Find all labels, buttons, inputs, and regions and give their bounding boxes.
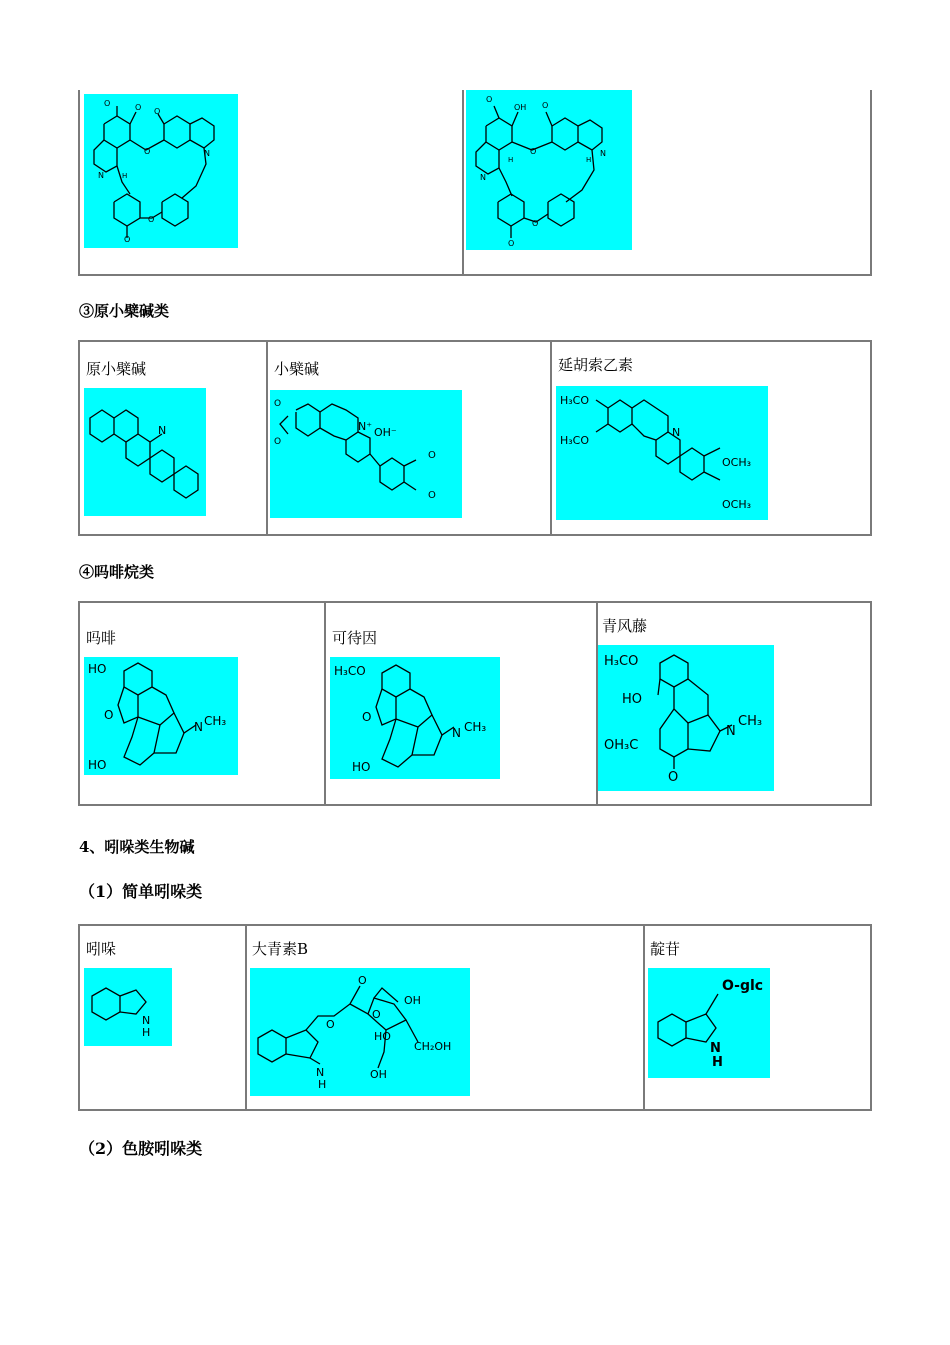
h-label: H — [712, 1055, 723, 1070]
n-label: N — [452, 726, 461, 740]
n-label: N — [600, 149, 606, 158]
ether-o-label: O — [144, 147, 151, 156]
methoxy-o-label: O — [486, 95, 493, 104]
ring-o-label: O — [372, 1008, 381, 1021]
keto-o-label: O — [668, 770, 679, 785]
compound-name: 青风藤 — [602, 617, 648, 635]
hydroxy-label: HO — [88, 758, 107, 772]
section-heading-protoberberine: ③原小檗碱类 — [79, 302, 170, 320]
h-label: H — [122, 172, 128, 180]
methoxy-label: H₃CO — [560, 434, 590, 447]
protoberberine-table — [78, 340, 872, 536]
structure-morphine — [84, 657, 238, 775]
column-divider — [643, 926, 645, 1109]
n-label: N — [194, 720, 203, 734]
section-heading-indole: 4、吲哚类生物碱 — [79, 838, 195, 856]
column-divider — [266, 342, 268, 534]
n-label: N — [98, 171, 104, 180]
ether-o-label: O — [148, 215, 155, 224]
o-label: O — [428, 490, 436, 501]
n-label: N — [142, 1014, 151, 1027]
structure-protoberberine — [84, 388, 206, 516]
structure-sinomenine — [598, 645, 774, 791]
hydroxy-label: OH — [370, 1068, 387, 1081]
structure-image-1 — [84, 94, 238, 248]
structure-berberine — [270, 390, 462, 518]
n-label: N — [316, 1066, 325, 1079]
hydroxide-label: OH⁻ — [374, 426, 397, 439]
n-plus-label: N⁺ — [358, 420, 373, 433]
methyl-label: CH₃ — [204, 714, 227, 728]
compound-name: 原小檗碱 — [86, 360, 147, 378]
methoxy-o-label: O — [124, 235, 131, 244]
n-label: N — [158, 424, 167, 437]
bisbenzylisoquinoline-table — [78, 90, 872, 276]
o-label: O — [274, 399, 282, 409]
morphinan-table — [78, 601, 872, 806]
compound-name: 吲哚 — [86, 940, 117, 958]
methoxy-label: OH₃C — [604, 738, 639, 753]
column-divider — [324, 603, 326, 804]
methyl-label: CH₃ — [738, 714, 763, 729]
n-label: N — [480, 173, 486, 182]
methoxy-o-label: O — [542, 101, 549, 110]
o-label: O — [104, 708, 114, 722]
simple-indole-table — [78, 924, 872, 1111]
subsection-heading-tryptamine: （2）色胺吲哚类 — [79, 1139, 203, 1158]
compound-name: 延胡索乙素 — [558, 356, 634, 374]
h-label: H — [586, 156, 592, 164]
structure-image-2 — [466, 90, 632, 250]
compound-name: 小檗碱 — [274, 360, 320, 378]
o-label: O — [274, 437, 282, 447]
o-label: O — [428, 450, 436, 461]
compound-name: 可待因 — [332, 629, 378, 647]
hydroxy-label: HO — [352, 760, 371, 774]
o-label: O — [326, 1018, 335, 1031]
hydroxy-label: OH — [404, 994, 421, 1007]
n-label: N — [710, 1041, 721, 1056]
subsection-heading-simple-indole: （1）简单吲哚类 — [79, 882, 203, 901]
structure-indican — [648, 968, 770, 1078]
o-label: O — [358, 974, 367, 987]
hydroxy-label: HO — [374, 1030, 391, 1043]
methoxy-label: H₃CO — [560, 394, 590, 407]
n-label: N — [204, 149, 210, 158]
h-label: H — [142, 1026, 151, 1039]
structure-tetrahydropalmatine — [556, 386, 768, 520]
structure-indole — [84, 968, 172, 1046]
methoxy-label: H₃CO — [604, 654, 639, 669]
n-label: N — [672, 426, 681, 439]
compound-name: 靛苷 — [650, 940, 681, 958]
hydroxy-label: OH — [514, 103, 527, 112]
methoxy-label: OCH₃ — [722, 498, 752, 511]
ether-o-label: O — [530, 147, 537, 156]
hydroxymethyl-label: CH₂OH — [414, 1040, 452, 1053]
methoxy-o-label: O — [154, 107, 161, 116]
hydroxy-label: HO — [622, 692, 643, 707]
methoxy-label: OCH₃ — [722, 456, 752, 469]
column-divider — [245, 926, 247, 1109]
hydroxy-label: HO — [88, 662, 107, 676]
compound-name: 大青素B — [252, 940, 309, 958]
column-divider — [462, 90, 464, 274]
methoxy-label: H₃CO — [334, 664, 366, 678]
h-label: H — [318, 1078, 327, 1091]
structure-isatan-b — [250, 968, 470, 1096]
o-glucoside-label: O-glc — [722, 978, 764, 994]
methoxy-o-label: O — [135, 103, 142, 112]
h-label: H — [508, 156, 514, 164]
methoxy-o-label: O — [508, 239, 515, 248]
methoxy-o-label: O — [104, 99, 111, 108]
methyl-label: CH₃ — [464, 720, 487, 734]
section-heading-morphinan: ④吗啡烷类 — [79, 563, 155, 581]
compound-name: 吗啡 — [86, 629, 117, 647]
o-label: O — [362, 710, 372, 724]
column-divider — [550, 342, 552, 534]
structure-codeine — [330, 657, 500, 779]
n-label: N — [726, 724, 736, 739]
ether-o-label: O — [532, 219, 539, 228]
